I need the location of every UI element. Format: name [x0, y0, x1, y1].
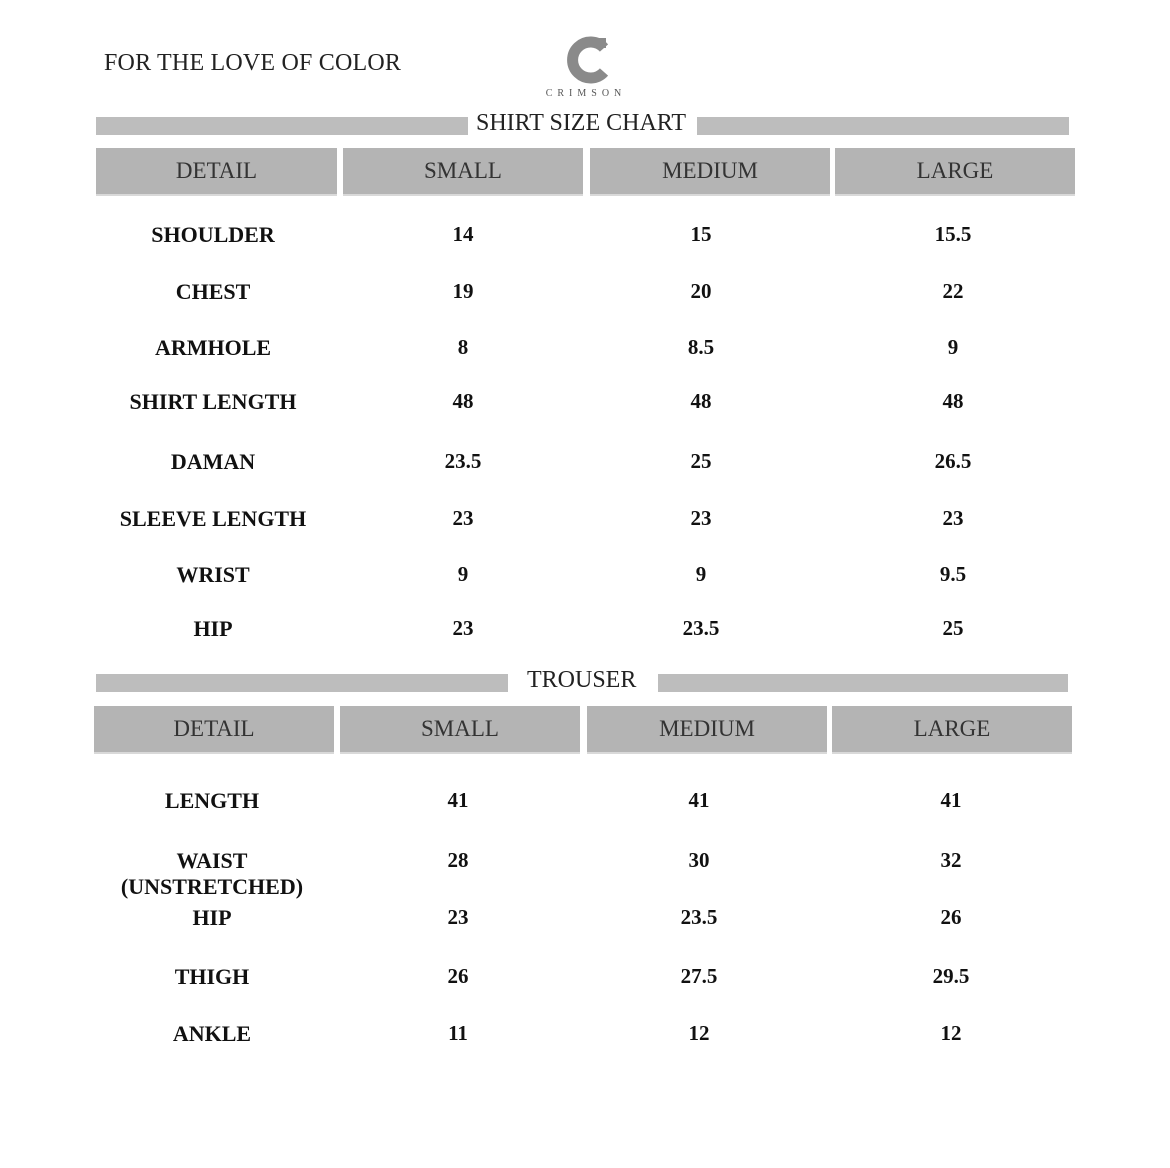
shirt-row-label: SLEEVE LENGTH — [119, 506, 307, 531]
shirt-row-label: SHIRT LENGTH — [129, 389, 297, 414]
trouser-row-value: 27.5 — [680, 964, 718, 988]
trouser-header-medium: MEDIUM — [587, 706, 827, 754]
shirt-row-value: 48 — [452, 389, 474, 413]
crimson-c-icon — [540, 32, 632, 88]
trouser-row-value: 12 — [688, 1021, 710, 1045]
shirt-row-label: ARMHOLE — [154, 335, 272, 360]
trouser-row-value: 11 — [448, 1021, 468, 1045]
shirt-row-value: 23 — [452, 616, 474, 640]
shirt-row-value: 26.5 — [934, 449, 972, 473]
shirt-row-label: DAMAN — [170, 449, 256, 474]
trouser-row-label: THIGH — [174, 964, 250, 989]
crimson-logo — [540, 32, 632, 102]
shirt-row-value: 19 — [452, 279, 474, 303]
trouser-row-value: 26 — [447, 964, 469, 988]
trouser-row-value: 28 — [447, 848, 469, 872]
shirt-section-title: SHIRT SIZE CHART — [476, 110, 687, 136]
shirt-row-label: SHOULDER — [151, 222, 275, 247]
trouser-row-value: 26 — [940, 905, 962, 929]
shirt-row-value: 48 — [942, 389, 964, 413]
shirt-row-value: 23.5 — [444, 449, 482, 473]
shirt-row-value: 15 — [690, 222, 712, 246]
trouser-row-value: 29.5 — [932, 964, 970, 988]
trouser-row-label: ANKLE — [172, 1021, 252, 1046]
shirt-row-label: WRIST — [176, 562, 250, 587]
trouser-band-left — [96, 674, 508, 692]
trouser-row-value: 32 — [940, 848, 962, 872]
trouser-header-detail: DETAIL — [94, 706, 334, 754]
shirt-row-value: 23 — [690, 506, 712, 530]
shirt-row-label: HIP — [193, 616, 233, 641]
shirt-row-value: 9 — [695, 562, 707, 586]
trouser-band-right — [658, 674, 1068, 692]
trouser-row-value: 23.5 — [680, 905, 718, 929]
trouser-row-value: 41 — [447, 788, 469, 812]
shirt-row-value: 23 — [452, 506, 474, 530]
shirt-row-label: CHEST — [175, 279, 251, 304]
trouser-row-value: 41 — [688, 788, 710, 812]
trouser-row-value: 30 — [688, 848, 710, 872]
trouser-header-small: SMALL — [340, 706, 580, 754]
shirt-row-value: 9 — [947, 335, 959, 359]
shirt-row-value: 20 — [690, 279, 712, 303]
shirt-row-value: 8.5 — [687, 335, 715, 359]
shirt-row-value: 9 — [457, 562, 469, 586]
shirt-row-value: 23 — [942, 506, 964, 530]
trouser-row-label: HIP — [192, 905, 232, 930]
shirt-row-value: 15.5 — [934, 222, 972, 246]
shirt-header-small: SMALL — [343, 148, 583, 196]
trouser-row-value: 41 — [940, 788, 962, 812]
shirt-band-right — [697, 117, 1069, 135]
trouser-row-value: 23 — [447, 905, 469, 929]
shirt-row-value: 14 — [452, 222, 474, 246]
shirt-row-value: 23.5 — [682, 616, 720, 640]
shirt-header-detail: DETAIL — [96, 148, 337, 196]
shirt-row-value: 25 — [690, 449, 712, 473]
shirt-row-value: 8 — [457, 335, 469, 359]
trouser-row-label: WAIST (UNSTRETCHED) — [120, 848, 304, 899]
trouser-section-title: TROUSER — [527, 667, 637, 693]
logo-wordmark: CRIMSON — [545, 88, 627, 99]
brand-tagline: FOR THE LOVE OF COLOR — [104, 50, 402, 76]
shirt-header-medium: MEDIUM — [590, 148, 830, 196]
trouser-row-label: LENGTH — [164, 788, 260, 813]
trouser-row-value: 12 — [940, 1021, 962, 1045]
shirt-row-value: 25 — [942, 616, 964, 640]
shirt-header-large: LARGE — [835, 148, 1075, 196]
shirt-row-value: 9.5 — [939, 562, 967, 586]
shirt-row-value: 48 — [690, 389, 712, 413]
shirt-band-left — [96, 117, 468, 135]
trouser-header-large: LARGE — [832, 706, 1072, 754]
shirt-row-value: 22 — [942, 279, 964, 303]
